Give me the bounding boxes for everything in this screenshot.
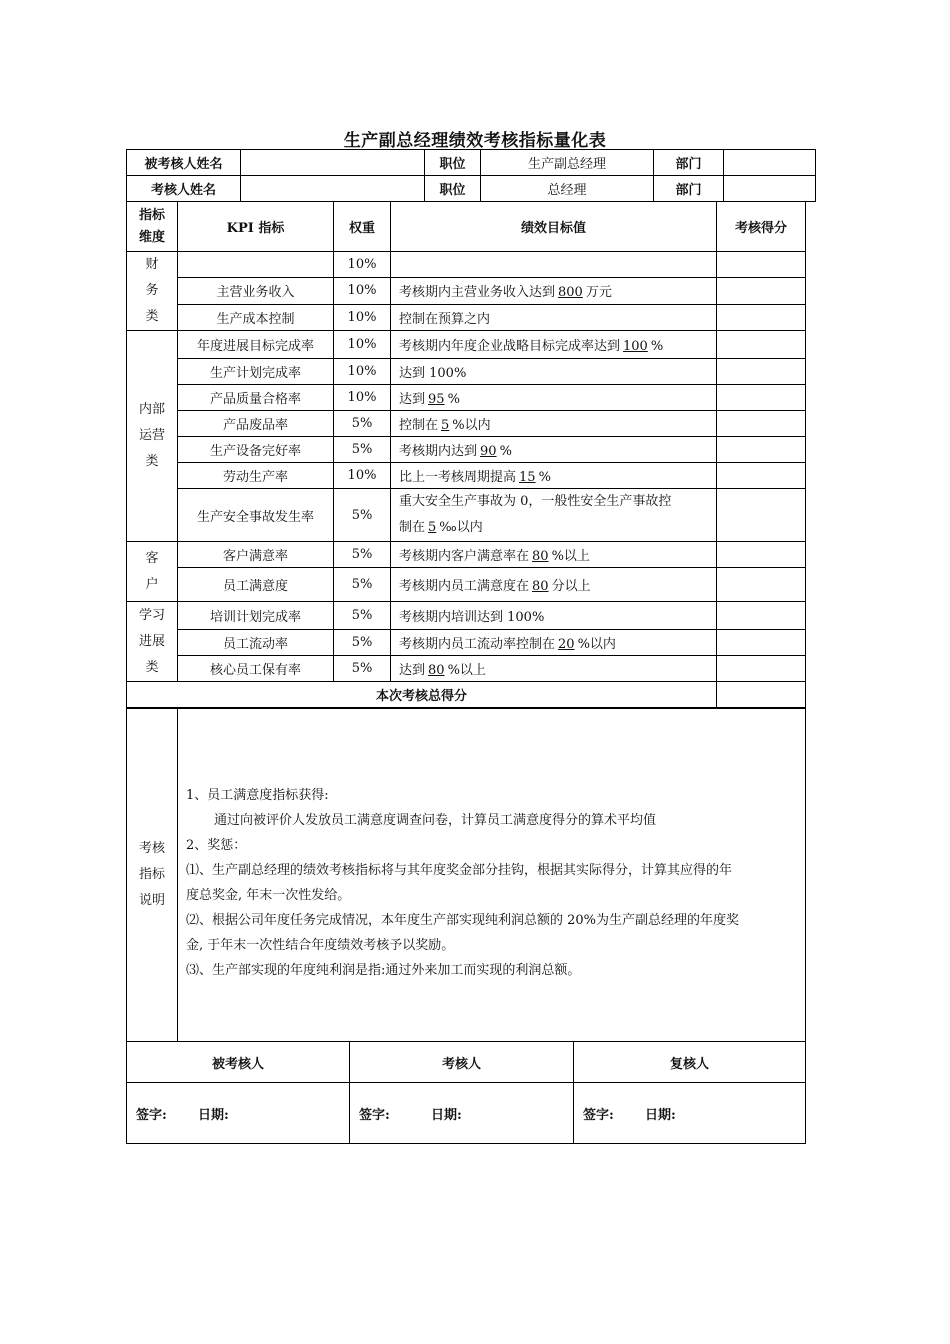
position-label: 职位 bbox=[425, 176, 481, 202]
examinee-position-value: 生产副总经理 bbox=[481, 150, 654, 176]
score-cell[interactable] bbox=[717, 304, 806, 330]
dim-char: 考核 bbox=[138, 841, 165, 856]
kpi-weight: 5% bbox=[334, 411, 391, 437]
score-cell[interactable] bbox=[717, 359, 806, 385]
target-unit: % bbox=[650, 339, 664, 354]
kpi-name: 劳动生产率 bbox=[178, 463, 334, 489]
kpi-target bbox=[391, 568, 717, 602]
position-label: 职位 bbox=[425, 150, 481, 176]
examinee-name-label: 被考核人姓名 bbox=[127, 150, 241, 176]
dim-char: 财 bbox=[145, 257, 159, 272]
dim-char: 运营 bbox=[138, 428, 165, 443]
score-cell[interactable] bbox=[717, 542, 806, 568]
target-value: 80 bbox=[532, 549, 549, 564]
score-cell[interactable] bbox=[717, 331, 806, 359]
kpi-name: 年度进展目标完成率 bbox=[178, 331, 334, 359]
examiner-signature-field[interactable] bbox=[350, 1083, 574, 1144]
examiner-position-value: 总经理 bbox=[481, 176, 654, 202]
target-text: 考核期内员工流动率控制在 bbox=[399, 637, 556, 652]
kpi-name: 客户满意率 bbox=[178, 542, 334, 568]
target-value: 95 bbox=[428, 392, 445, 407]
kpi-table bbox=[126, 201, 806, 708]
kpi-name: 员工流动率 bbox=[178, 630, 334, 656]
table-row bbox=[127, 489, 806, 542]
target-text: 比上一考核周期提高 bbox=[399, 470, 517, 485]
target-text-line2 bbox=[399, 515, 716, 541]
note-line: ⑵、根据公司年度任务完成情况，本年度生产部实现纯利润总额的 20%为生产副总经理的年度奖 bbox=[186, 913, 740, 928]
score-cell[interactable] bbox=[717, 602, 806, 630]
note-line: 2、奖惩： bbox=[186, 838, 247, 853]
sign-label: 签字: bbox=[359, 1107, 390, 1123]
score-cell[interactable] bbox=[717, 630, 806, 656]
kpi-name: 员工满意度 bbox=[178, 568, 334, 602]
target-text: 考核期内主营业务收入达到 bbox=[399, 285, 556, 301]
dim-char: 类 bbox=[145, 309, 159, 324]
kpi-name: 主营业务收入 bbox=[178, 278, 334, 304]
note-line: 度总奖金, 年末一次性发给。 bbox=[186, 888, 351, 903]
examiner-heading: 考核人 bbox=[350, 1042, 574, 1083]
dim-char: 户 bbox=[145, 576, 159, 592]
kpi-weight: 10% bbox=[334, 359, 391, 385]
target-value: 20 bbox=[558, 637, 575, 652]
dimension-learning bbox=[127, 602, 178, 682]
table-row bbox=[127, 385, 806, 411]
target-unit: %以上 bbox=[447, 663, 486, 678]
notes-table bbox=[126, 708, 806, 1042]
dim-char: 进展 bbox=[138, 633, 165, 649]
kpi-weight: 5% bbox=[334, 568, 391, 602]
target-text: 制在 bbox=[399, 520, 426, 535]
target-text: 考核期内客户满意率在 bbox=[399, 549, 530, 564]
target-value: 800 bbox=[558, 285, 583, 301]
dim-char: 类 bbox=[145, 454, 159, 469]
kpi-name: 生产设备完好率 bbox=[178, 437, 334, 463]
kpi-name: 产品质量合格率 bbox=[178, 385, 334, 411]
kpi-name: 生产成本控制 bbox=[178, 304, 334, 330]
kpi-weight: 10% bbox=[334, 385, 391, 411]
examinee-signature-field[interactable] bbox=[127, 1083, 350, 1144]
kpi-target bbox=[391, 463, 717, 489]
table-row bbox=[127, 252, 806, 278]
target-text: 考核期内达到 bbox=[399, 444, 478, 459]
target-value: 5 bbox=[428, 520, 437, 535]
score-cell[interactable] bbox=[717, 252, 806, 278]
kpi-target: 考核期内培训达到 100% bbox=[391, 602, 717, 630]
examiner-name-field[interactable] bbox=[241, 176, 425, 202]
target-unit: % bbox=[538, 470, 551, 485]
target-unit: % bbox=[447, 392, 460, 407]
score-cell[interactable] bbox=[717, 278, 806, 304]
kpi-weight: 5% bbox=[334, 630, 391, 656]
examinee-dept-field[interactable] bbox=[724, 150, 816, 176]
table-row bbox=[127, 437, 806, 463]
target-text: 达到 bbox=[399, 663, 426, 678]
score-cell[interactable] bbox=[717, 568, 806, 602]
total-row bbox=[127, 682, 806, 708]
dim-char: 指标 bbox=[138, 867, 165, 882]
dept-label: 部门 bbox=[654, 150, 724, 176]
examinee-name-field[interactable] bbox=[241, 150, 425, 176]
target-value: 80 bbox=[428, 663, 445, 678]
score-cell[interactable] bbox=[717, 489, 806, 542]
target-value: 5 bbox=[441, 418, 450, 433]
target-unit: %以上 bbox=[551, 549, 590, 564]
target-text: 达到 bbox=[399, 392, 426, 407]
signoff-table bbox=[126, 1041, 806, 1144]
score-cell[interactable] bbox=[717, 656, 806, 682]
examiner-dept-field[interactable] bbox=[724, 176, 816, 202]
kpi-weight: 10% bbox=[334, 331, 391, 359]
dimension-operations bbox=[127, 331, 178, 542]
kpi-target bbox=[391, 411, 717, 437]
kpi-target bbox=[391, 630, 717, 656]
note-line: 金, 于年末一次性结合年度绩效考核予以奖励。 bbox=[186, 938, 455, 953]
col-target: 绩效目标值 bbox=[391, 202, 717, 252]
kpi-name: 培训计划完成率 bbox=[178, 602, 334, 630]
col-kpi: KPI 指标 bbox=[178, 202, 334, 252]
date-label: 日期: bbox=[645, 1107, 676, 1123]
table-row bbox=[127, 656, 806, 682]
score-cell[interactable] bbox=[717, 385, 806, 411]
kpi-target bbox=[391, 331, 717, 359]
target-unit: ‰以内 bbox=[439, 520, 483, 535]
table-row bbox=[127, 331, 806, 359]
kpi-weight: 5% bbox=[334, 602, 391, 630]
kpi-weight: 5% bbox=[334, 489, 391, 542]
table-row bbox=[127, 568, 806, 602]
reviewer-heading: 复核人 bbox=[574, 1042, 806, 1083]
kpi-target bbox=[391, 252, 717, 278]
score-cell[interactable] bbox=[717, 411, 806, 437]
kpi-target: 控制在预算之内 bbox=[391, 304, 717, 330]
total-score-label: 本次考核总得分 bbox=[127, 682, 717, 708]
sign-label: 签字: bbox=[136, 1107, 167, 1123]
kpi-target bbox=[391, 437, 717, 463]
examiner-name-label: 考核人姓名 bbox=[127, 176, 241, 202]
target-text: 考核期内年度企业战略目标完成率达到 bbox=[399, 339, 621, 354]
kpi-weight: 10% bbox=[334, 463, 391, 489]
kpi-target bbox=[391, 278, 717, 304]
dept-label: 部门 bbox=[654, 176, 724, 202]
target-value: 80 bbox=[532, 579, 549, 594]
kpi-target bbox=[391, 542, 717, 568]
kpi-weight: 10% bbox=[334, 304, 391, 330]
date-label: 日期: bbox=[431, 1107, 462, 1123]
kpi-weight: 10% bbox=[334, 252, 391, 278]
note-line: ⑴、生产副总经理的绩效考核指标将与其年度奖金部分挂钩，根据其实际得分，计算其应得的年 bbox=[186, 863, 733, 878]
note-line: 通过向被评价人发放员工满意度调查问卷，计算员工满意度得分的算术平均值 bbox=[214, 813, 657, 828]
dim-char: 类 bbox=[145, 659, 159, 675]
target-unit: 分以上 bbox=[551, 579, 591, 594]
table-row bbox=[127, 278, 806, 304]
kpi-name: 生产安全事故发生率 bbox=[178, 489, 334, 542]
dim-char: 客 bbox=[145, 550, 159, 566]
target-text: 重大安全生产事故为 0，一般性安全生产事故控 bbox=[399, 494, 672, 509]
target-unit: %以内 bbox=[577, 637, 616, 652]
sign-label: 签字: bbox=[583, 1107, 614, 1123]
col-dimension-text: 指标维度 bbox=[138, 207, 165, 245]
score-cell[interactable] bbox=[717, 437, 806, 463]
col-dimension bbox=[127, 202, 178, 252]
kpi-weight: 10% bbox=[334, 278, 391, 304]
target-value: 90 bbox=[480, 444, 497, 459]
note-line: 1、员工满意度指标获得: bbox=[186, 788, 329, 803]
kpi-weight: 5% bbox=[334, 542, 391, 568]
target-text: 考核期内员工满意度在 bbox=[399, 579, 530, 594]
kpi-weight: 5% bbox=[334, 437, 391, 463]
note-line: ⑶、生产部实现的年度纯利润是指:通过外来加工而实现的利润总额。 bbox=[186, 963, 581, 978]
kpi-name: 生产计划完成率 bbox=[178, 359, 334, 385]
table-row bbox=[127, 359, 806, 385]
reviewer-signature-field[interactable] bbox=[574, 1083, 806, 1144]
table-row bbox=[127, 304, 806, 330]
kpi-name bbox=[178, 252, 334, 278]
dim-char: 内部 bbox=[138, 402, 165, 417]
notes-label bbox=[127, 709, 178, 1042]
dimension-finance bbox=[127, 252, 178, 331]
kpi-target: 达到 100% bbox=[391, 359, 717, 385]
dim-char: 说明 bbox=[138, 893, 165, 908]
table-row bbox=[127, 630, 806, 656]
total-score-cell[interactable] bbox=[717, 682, 806, 708]
target-value: 100 bbox=[623, 339, 648, 354]
column-header-row bbox=[127, 202, 806, 252]
header-table bbox=[126, 149, 816, 202]
dimension-customer bbox=[127, 542, 178, 602]
kpi-weight: 5% bbox=[334, 656, 391, 682]
dim-char: 务 bbox=[145, 283, 159, 298]
table-row bbox=[127, 463, 806, 489]
dim-char: 学习 bbox=[138, 607, 165, 623]
score-cell[interactable] bbox=[717, 463, 806, 489]
table-row bbox=[127, 602, 806, 630]
target-unit: % bbox=[499, 444, 512, 459]
target-unit: %以内 bbox=[452, 418, 491, 433]
date-label: 日期: bbox=[198, 1107, 229, 1123]
kpi-target bbox=[391, 489, 717, 542]
table-row bbox=[127, 542, 806, 568]
notes-content bbox=[178, 709, 806, 1042]
page-title: 生产副总经理绩效考核指标量化表 bbox=[343, 131, 607, 151]
target-text: 控制在 bbox=[399, 418, 439, 433]
table-row bbox=[127, 411, 806, 437]
col-score: 考核得分 bbox=[717, 202, 806, 252]
examinee-heading: 被考核人 bbox=[127, 1042, 350, 1083]
kpi-target bbox=[391, 385, 717, 411]
kpi-name: 产品废品率 bbox=[178, 411, 334, 437]
col-weight: 权重 bbox=[334, 202, 391, 252]
target-unit: 万元 bbox=[585, 285, 612, 301]
target-value: 15 bbox=[519, 470, 536, 485]
kpi-target bbox=[391, 656, 717, 682]
kpi-name: 核心员工保有率 bbox=[178, 656, 334, 682]
